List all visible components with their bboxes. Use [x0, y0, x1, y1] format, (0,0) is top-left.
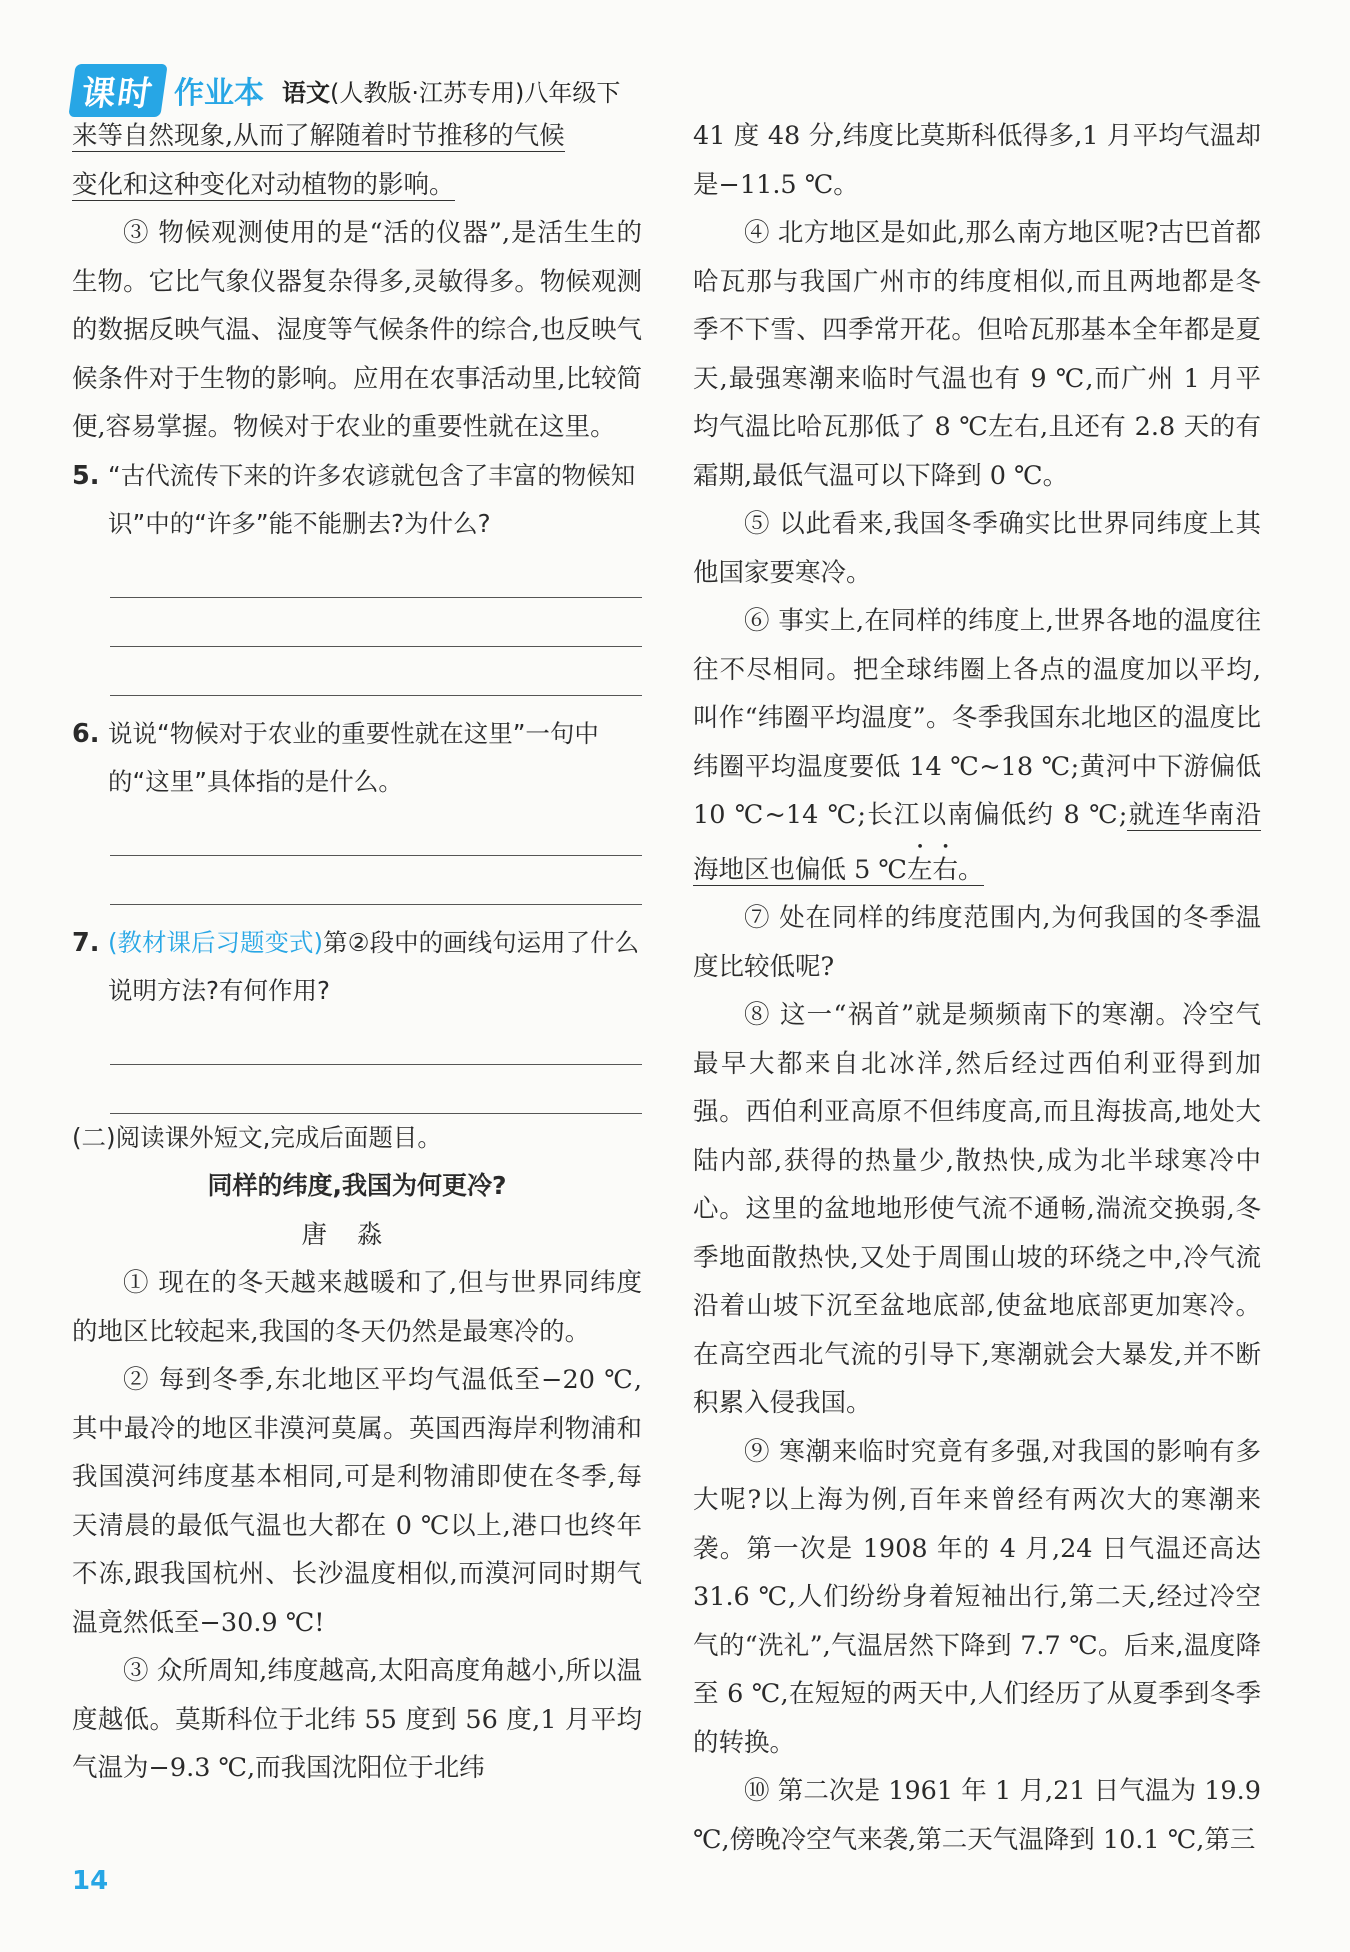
answer-line[interactable]: [110, 1065, 642, 1114]
question-tag: (教材课后习题变式): [108, 927, 324, 957]
paragraph-continued: [72, 112, 642, 209]
question-body: 第②段中的画线句运用了什么说明方法?有何作用?: [108, 927, 640, 1005]
section-heading: (二)阅读课外短文,完成后面题目。: [72, 1122, 442, 1152]
article-title: 同样的纬度,我国为何更冷?: [207, 1171, 507, 1200]
right-column: [693, 112, 1261, 1864]
question-number: 7.: [72, 927, 100, 958]
article-author: 唐淼: [301, 1219, 413, 1250]
paragraph-3-continued: 41 度 48 分,纬度比莫斯科低得多,1 月平均气温却是−11.5 ℃。: [693, 121, 1261, 200]
subject-detail: (人教版·江苏专用)八年级下: [330, 78, 621, 107]
question-number: 5.: [72, 460, 100, 491]
question-7: [72, 919, 642, 1016]
paragraph-5: ⑤ 以此看来,我国冬季确实比世界同纬度上其他国家要寒冷。: [693, 509, 1261, 588]
answer-line[interactable]: [110, 647, 642, 696]
page-number: 14: [72, 1866, 109, 1896]
paragraph-6-text: ⑥ 事实上,在同样的纬度上,世界各地的温度往往不尽相同。把全球纬圈上各点的温度加以平均,叫作“纬圈平均温度”。冬季我国东北地区的温度比纬圈平均温度要低 14 ℃~18 ℃;黄河中下游偏低 10 ℃~14 ℃;长江以南偏低约 8 ℃;: [693, 606, 1261, 830]
question-number: 6.: [72, 718, 100, 749]
question-5: [72, 452, 642, 549]
left-column: [72, 112, 642, 1793]
page-header: [72, 66, 620, 114]
underlined-text: 就连华南沿海地区也偏低 5 ℃: [693, 800, 1261, 885]
underlined-line-2: 变化和这种变化对动植物的影响。: [72, 169, 455, 200]
subject-main: 语文: [282, 78, 330, 107]
paragraph-3-article: ③ 众所周知,纬度越高,太阳高度角越小,所以温度越低。莫斯科位于北纬 55 度到 56 度,1 月平均气温为−9.3 ℃,而我国沈阳位于北纬: [72, 1656, 642, 1783]
brand-name: 作业本: [174, 76, 264, 111]
answer-line[interactable]: [110, 1016, 642, 1065]
answer-line[interactable]: [110, 549, 642, 598]
paragraph-10: ⑩ 第二次是 1961 年 1 月,21 日气温为 19.9 ℃,傍晚冷空气来袭,第二天气温降到 10.1 ℃,第三: [693, 1776, 1261, 1855]
question-text: 说说“物候对于农业的重要性就在这里”一句中的“这里”具体指的是什么。: [108, 718, 599, 796]
question-text: [108, 919, 642, 1016]
underlined-line-1: 来等自然现象,从而了解随着时节推移的气候: [72, 121, 565, 151]
book-logo: [68, 64, 167, 117]
emphasized-text: 左右: [906, 854, 958, 885]
underlined-end: 。: [957, 854, 984, 885]
answer-line[interactable]: [110, 807, 642, 856]
paragraph-1: ① 现在的冬天越来越暖和了,但与世界同纬度的地区比较起来,我国的冬天仍然是最寒冷的。: [72, 1268, 642, 1347]
paragraph-9: ⑨ 寒潮来临时究竟有多强,对我国的影响有多大呢?以上海为例,百年来曾经有两次大的寒潮来袭。第一次是 1908 年的 4 月,24 日气温还高达 31.6 ℃,人们纷纷身着短袖出行,第二天,经过冷空气的“洗礼”,气温居然下降到 7.7 ℃。后来,温度降至 6 ℃,在短短的两天中,人们经历了从夏季到冬季的转换。: [693, 1436, 1261, 1758]
paragraph-8: ⑧ 这一“祸首”就是频频南下的寒潮。冷空气最早大都来自北冰洋,然后经过西伯利亚得到加强。西伯利亚高原不但纬度高,而且海拔高,地处大陆内部,获得的热量少,散热快,成为北半球寒冷中心。这里的盆地地形使气流不通畅,湍流交换弱,冬季地面散热快,又处于周围山坡的环绕之中,冷气流沿着山坡下沉至盆地底部,使盆地底部更加寒冷。在高空西北气流的引导下,寒潮就会大暴发,并不断积累入侵我国。: [693, 1000, 1261, 1418]
paragraph-3: ③ 物候观测使用的是“活的仪器”,是活生生的生物。它比气象仪器复杂得多,灵敏得多。物候观测的数据反映气温、湿度等气候条件的综合,也反映气候条件对于生物的影响。应用在农事活动里,比较简便,容易掌握。物候对于农业的重要性就在这里。: [72, 218, 642, 442]
paragraph-2: ② 每到冬季,东北地区平均气温低至−20 ℃,其中最冷的地区非漠河莫属。英国西海岸利物浦和我国漠河纬度基本相同,可是利物浦即使在冬季,每天清晨的最低气温也大都在 0 ℃以上,港口也终年不冻,跟我国杭州、长沙温度相似,而漠河同时期气温竟然低至−30.9 ℃!: [72, 1365, 642, 1638]
logo-text: 课时: [78, 73, 157, 114]
paragraph-4: ④ 北方地区是如此,那么南方地区呢?古巴首都哈瓦那与我国广州市的纬度相似,而且两地都是冬季不下雪、四季常开花。但哈瓦那基本全年都是夏天,最强寒潮来临时气温也有 9 ℃,而广州 1 月平均气温比哈瓦那低了 8 ℃左右,且还有 2.8 天的有霜期,最低气温可以下降到 0 ℃。: [693, 218, 1261, 491]
answer-line[interactable]: [110, 856, 642, 905]
subject-info: [282, 73, 620, 108]
question-6: [72, 710, 642, 807]
paragraph-6: [693, 597, 1261, 894]
question-text: “古代流传下来的许多农谚就包含了丰富的物候知识”中的“许多”能不能删去?为什么?: [108, 460, 636, 538]
paragraph-7: ⑦ 处在同样的纬度范围内,为何我国的冬季温度比较低呢?: [693, 903, 1261, 982]
answer-line[interactable]: [110, 598, 642, 647]
